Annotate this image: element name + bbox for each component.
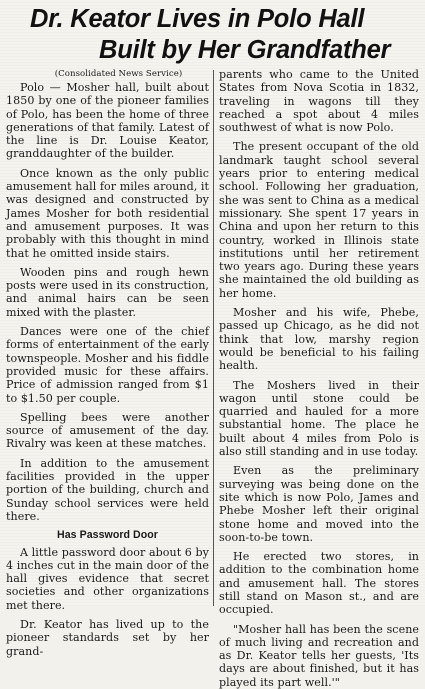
left-column <box>6 68 213 658</box>
headline-line-1: Dr. Keator Lives in Polo Hall <box>30 5 365 33</box>
paragraph-surveying: Even as the preliminary surveying was being done on the site which is now Polo, James and Phebe Mosher left their original stone home and moved into the soon-to-be town. <box>219 464 419 544</box>
headline-line-2: Built by Her Grandfather <box>99 36 391 64</box>
paragraph-wagon: The Moshers lived in their wagon until stone could be quarried and hauled for a more substantial home. The place he built about 4 miles from Polo is also still standing and in use today. <box>219 378 419 459</box>
news-service-credit: (Consolidated News Service) <box>54 69 183 79</box>
paragraph-closing-quote: "Mosher hall has been the scene of much living and recreation and as Dr. Keator tells her guests, 'Its days are about finished, but it has played its part well.'" <box>219 622 419 689</box>
article-columns <box>6 68 419 689</box>
paragraph-intro: Polo — Mosher hall, built about 1850 by one of the pioneer families of Polo, has been the home of three generations of that family. Latest of the line is Dr. Louise Keator, granddaughter of the builder. <box>6 81 209 161</box>
paragraph-construction: Wooden pins and rough hewn posts were used in its construction, and animal hairs can be seen mixed with the plaster. <box>6 265 209 319</box>
paragraph-stores: He erected two stores, in addition to the combination home and amusement hall. The stores still stand on Mason st., and are occupied. <box>219 550 419 617</box>
paragraph-pioneer-standards: Dr. Keator has lived up to the pioneer standards set by her grand- <box>6 617 209 658</box>
headline <box>6 4 419 66</box>
paragraph-amusement-hall: Once known as the only public amusement hall for miles around, it was designed and constructed by James Mosher for both residential and amusement purposes. It was probably with this thought in mind that he omitted inside stairs. <box>6 166 209 260</box>
subhead: Has Password Door <box>57 529 158 542</box>
paragraph-church-services: In addition to the amusement facilities provided in the upper portion of the building, church and Sunday school services were held there. <box>6 456 209 523</box>
paragraph-dances: Dances were one of the chief forms of entertainment of the early townspeople. Mosher and his fiddle provided music for these affairs. Price of admission ranged from $1 to $1.50 per couple. <box>6 325 209 405</box>
paragraph-spelling-bees: Spelling bees were another source of amusement of the day. Rivalry was keen at these matches. <box>6 410 209 451</box>
paragraph-password-door: A little password door about 6 by 4 inches cut in the main door of the hall gives evidence that secret societies and other organizations met there. <box>6 545 209 612</box>
right-column <box>214 68 419 689</box>
paragraph-mosher-phebe: Mosher and his wife, Phebe, passed up Chicago, as he did not think that low, marshy region would be beneficial to his failing health. <box>219 306 419 373</box>
paragraph-occupant: The present occupant of the old landmark taught school several years prior to entering medical school. Following her graduation, she was sent to China as a medical missionary. She spent 17 years in China and upon her return to this country, worked in Illinois state institutions until her retirement two years ago. During these years she maintained the old building as her home. <box>219 140 419 300</box>
paragraph-continuation: parents who came to the United States from Nova Scotia in 1832, traveling in wagons till they reached a spot about 4 miles southwest of what is now Polo. <box>219 68 419 135</box>
